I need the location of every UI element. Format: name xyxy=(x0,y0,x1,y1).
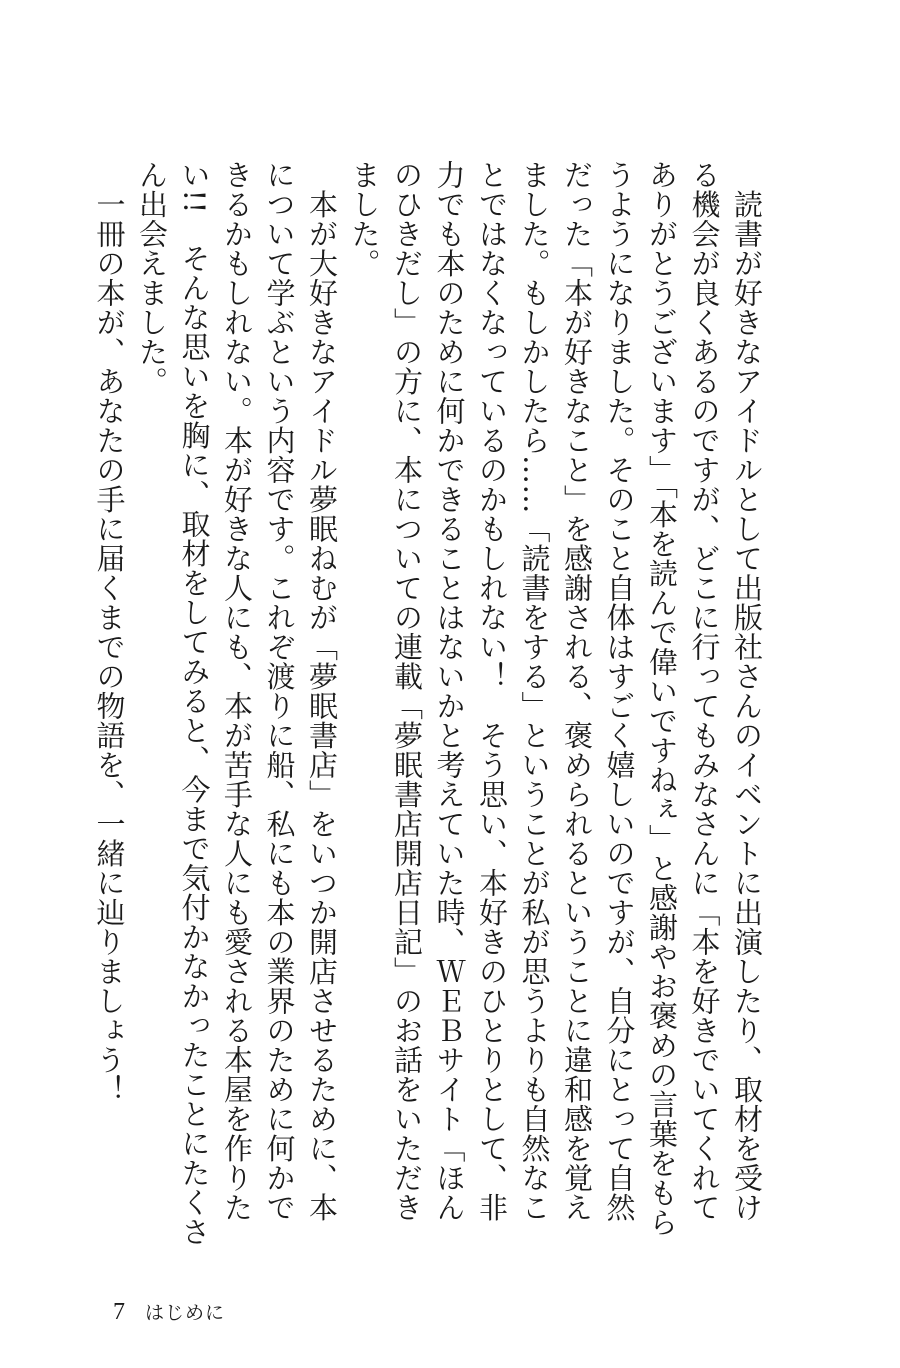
section-title: はじめに xyxy=(145,1302,226,1324)
paragraph-3: 一冊の本が、あなたの手に届くまでの物語を、一緒に辿りましょう！ xyxy=(92,160,127,1104)
vertical-body-text xyxy=(92,160,768,1250)
page-footer xyxy=(113,1298,225,1326)
paragraph-2: 本が大好きなアイドル夢眠ねむが「夢眠書店」をいつか開店させるために、本について学ぶという内容です。これぞ渡りに船、私にも本の業界のために何かできるかもしれない。本が好きな人にも、本が苦手な人にも愛される本屋を作りたい!! そんな思いを胸に、取材をしてみると、今まで気付かなかったことにたくさん出会えました。 xyxy=(135,160,339,1247)
paragraph-1: 読書が好きなアイドルとして出版社さんのイベントに出演したり、取材を受ける機会が良くあるのですが、どこに行ってもみなさんに「本を好きでいてくれてありがとうございます」「本を読んで偉いですねぇ」と感謝やお褒めの言葉をもらうようになりました。そのこと自体はすごく嬉しいのですが、自分にとって自然だった「本が好きなこと」を感謝される、褒められるということに違和感を覚えました。もしかしたら……「読書をする」ということが私が思うよりも自然なことではなくなっているのかもしれない！ そう思い、本好きのひとりとして、非力でも本のために何かできることはないかと考えていた時、ＷＥＢサイト「ほんのひきだし」の方に、本についての連載「夢眠書店開店日記」のお話をいただきました。 xyxy=(347,160,764,1237)
page-number: 7 xyxy=(113,1299,125,1325)
